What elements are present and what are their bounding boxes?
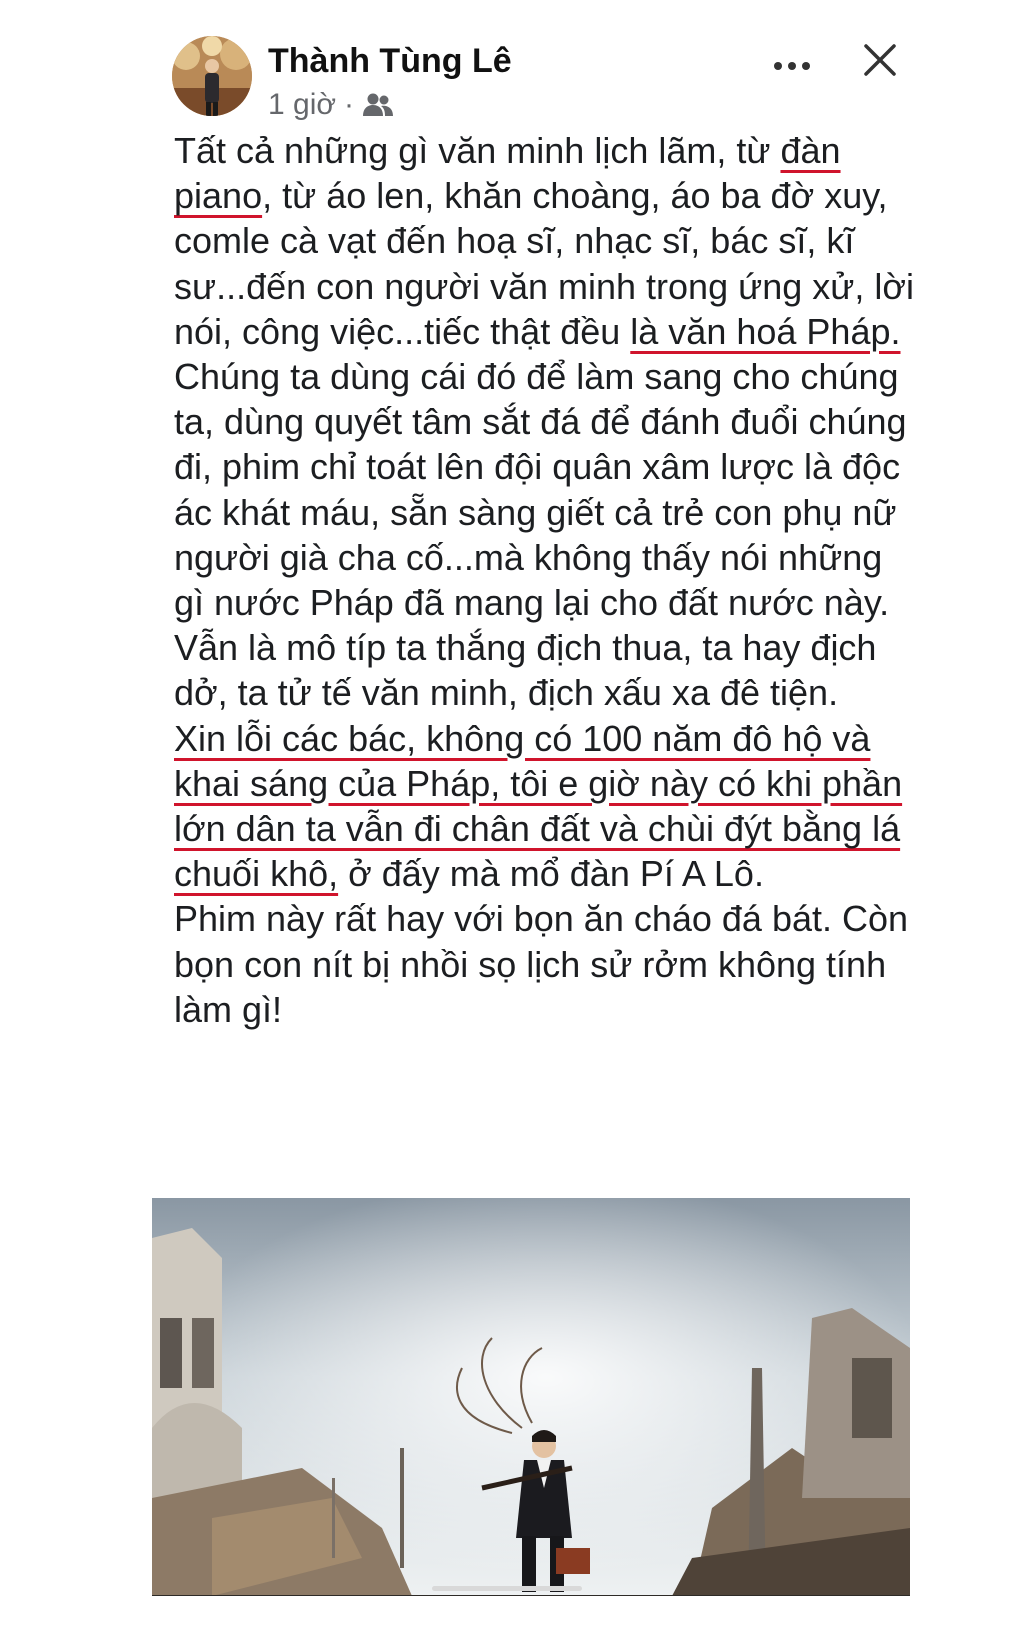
friends-icon [362, 92, 394, 118]
post-header [172, 36, 912, 122]
underlined-text: Xin lỗi các bác, không có 100 năm đô hộ và khai sáng của Pháp, tôi e giờ này có khi phần lớn dân ta vẫn đi chân đất và chùi đýt bằng lá chuối khô, [174, 717, 903, 895]
avatar[interactable] [172, 36, 252, 116]
close-button[interactable] [860, 40, 900, 80]
more-options-button[interactable] [770, 54, 814, 78]
underlined-text: đàn piano [174, 130, 841, 217]
text-segment: Phim này rất hay với bọn ăn cháo đá bát. Còn bọn con nít bị nhồi sọ lịch sử rởm không tính làm gì! [174, 898, 909, 1030]
post-meta [268, 88, 394, 122]
meta-separator: · [344, 88, 355, 121]
text-segment: Vẫn là mô típ ta thắng địch thua, ta hay địch dở, ta tử tế văn minh, địch xấu xa đê tiện. [174, 627, 877, 714]
close-icon [860, 40, 900, 80]
post-paragraph [174, 716, 914, 897]
post-time[interactable]: 1 giờ [268, 88, 337, 121]
author-name[interactable]: Thành Tùng Lê [268, 42, 512, 80]
post-image[interactable] [152, 1198, 910, 1596]
text-segment: Chúng ta dùng cái đó để làm sang cho chúng ta, dùng quyết tâm sắt đá để đánh đuổi chúng đi, phim chỉ toát lên đội quân xâm lược là độc ác khát máu, sẵn sàng giết cả trẻ con phụ nữ người già cha cố...mà không thấy nói những gì nước Pháp đã mang lại cho đất nước này. [174, 356, 907, 624]
post-paragraph [174, 896, 914, 1032]
underlined-text: là văn hoá Pháp. [630, 310, 901, 352]
post-body [174, 128, 914, 1032]
post-paragraph [174, 128, 914, 625]
text-segment: ở đấy mà mổ đàn Pí A Lô. [338, 853, 764, 895]
text-segment: Tất cả những gì văn minh lịch lãm, từ [174, 130, 781, 171]
text-segment: , từ áo len, khăn choàng, áo ba đờ xuy, comle cà vạt đến hoạ sĩ, nhạc sĩ, bác sĩ, kĩ sư...đến con người văn minh trong ứng xử, lời nói, công việc...tiếc thật đều [174, 175, 914, 352]
home-indicator[interactable] [432, 1586, 582, 1591]
post-paragraph [174, 625, 914, 715]
more-icon [774, 62, 782, 70]
